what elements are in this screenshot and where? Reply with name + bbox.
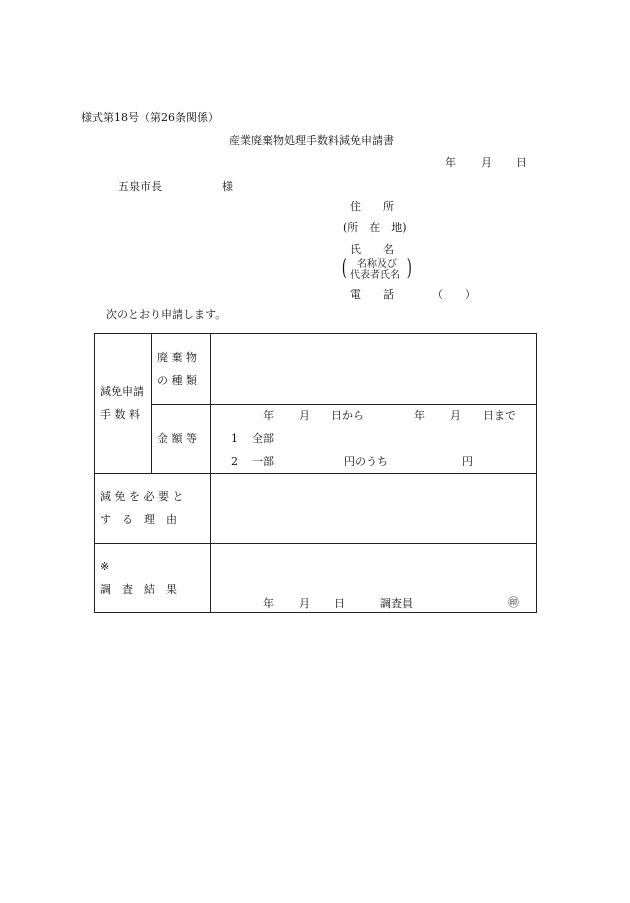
option-2-number: 2 [231, 455, 238, 468]
waste-type-label-1: 廃 棄 物 [157, 351, 197, 364]
addressee-honorific: 様 [222, 180, 233, 193]
phone-label: 電 話 [350, 288, 394, 301]
option-2-yen-of: 円のうち [344, 455, 388, 468]
option-1-number: 1 [231, 432, 238, 445]
period-year-2: 年 [414, 409, 425, 422]
document-title: 産業廃棄物処理手数料減免申請書 [229, 134, 394, 147]
period-month-1: 月 [299, 409, 310, 422]
survey-label: 調 査 結 果 [100, 583, 177, 596]
address-label: 住 所 [350, 200, 394, 213]
survey-day: 日 [334, 597, 345, 610]
row-divider-waste-amount [151, 404, 537, 405]
reason-label-2: す る 理 由 [100, 513, 177, 526]
period-from: 日から [331, 409, 364, 422]
reason-label-1: 減 免 を 必 要 と [100, 490, 184, 503]
open-paren-glyph: ( [341, 256, 347, 281]
period-year-1: 年 [263, 409, 274, 422]
intro-text: 次のとおり申請します。 [106, 308, 227, 321]
fee-group-label-1: 減免申請 [100, 385, 144, 398]
date-year-label: 年 [445, 156, 456, 169]
representative-line1: 名称及び [357, 259, 397, 270]
location-label: (所 在 地) [343, 221, 407, 234]
date-month-label: 月 [481, 156, 492, 169]
form-number: 様式第18号（第26条関係） [81, 111, 219, 124]
period-month-2: 月 [450, 409, 461, 422]
close-paren-glyph: ) [406, 256, 412, 281]
representative-line2: 代表者氏名 [350, 270, 400, 281]
survey-month: 月 [299, 597, 310, 610]
amount-label: 金 額 等 [157, 432, 197, 445]
seal-mark: ㊞ [508, 596, 519, 609]
col-divider-group [151, 334, 152, 473]
date-day-label: 日 [516, 156, 527, 169]
waste-type-label-2: の 種 類 [157, 374, 197, 387]
option-1-text: 全部 [252, 432, 274, 445]
addressee-name: 五泉市長 [118, 180, 162, 193]
col-divider-label [210, 334, 211, 613]
fee-group-label-2: 手 数 料 [100, 408, 140, 421]
survey-year: 年 [263, 597, 274, 610]
survey-mark: ※ [100, 560, 110, 573]
row-divider-fee-reason [95, 473, 537, 474]
row-divider-reason-survey [95, 543, 537, 544]
phone-parens: （ ） [432, 288, 476, 301]
period-until: 日まで [483, 409, 516, 422]
option-2-yen: 円 [462, 455, 473, 468]
name-label: 氏 名 [350, 243, 394, 256]
option-2-text: 一部 [252, 455, 274, 468]
investigator-label: 調査員 [380, 597, 413, 610]
